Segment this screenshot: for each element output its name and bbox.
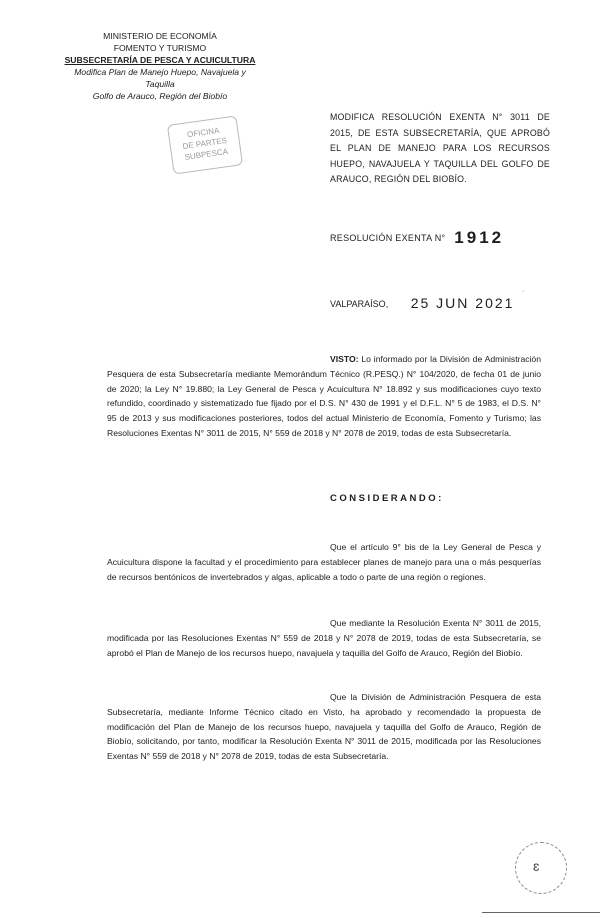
considerando-paragraph-3 bbox=[107, 690, 541, 764]
handwritten-initial: ɛ bbox=[533, 858, 540, 874]
considerando-heading: CONSIDERANDO: bbox=[330, 493, 444, 504]
visto-paragraph bbox=[107, 352, 541, 441]
resolution-title: MODIFICA RESOLUCIÓN EXENTA N° 3011 DE 2015, DE ESTA SUBSECRETARÍA, QUE APROBÓ EL PLAN DE MANEJO PARA LOS RECURSOS HUEPO, NAVAJUELA Y TAQUILLA DEL GOLFO DE ARAUCO, REGIÓN DEL BIOBÍO. bbox=[330, 112, 550, 184]
ministry-subname: FOMENTO Y TURISMO bbox=[113, 43, 207, 53]
paragraph-text: Que mediante la Resolución Exenta N° 3011 de 2015, modificada por las Resoluciones Exentas N° 559 de 2018 y N° 2078 de 2019, todas de esta Subsecretaría, se aprobó el Plan de Manejo de los recursos huepo, navajuela y taquilla del Golfo de Arauco, Región del Biobío. bbox=[107, 618, 541, 658]
resolution-number: 1912 bbox=[454, 228, 505, 247]
considerando-paragraph-2 bbox=[107, 616, 541, 660]
stamp-line: SUBPESCA bbox=[184, 146, 229, 162]
office-stamp bbox=[167, 115, 243, 174]
ministry-name: MINISTERIO DE ECONOMÍA bbox=[103, 31, 217, 41]
header-subject-line-2: Golfo de Arauco, Región del Biobío bbox=[92, 91, 228, 101]
resolution-number-line bbox=[330, 228, 504, 248]
resolution-label: RESOLUCIÓN EXENTA N° bbox=[330, 233, 446, 243]
initials-seal bbox=[515, 842, 567, 894]
stamp-line: OFICINA bbox=[186, 125, 220, 140]
paragraph-text: Que la División de Administración Pesquera de esta Subsecretaría, mediante Informe Técnico citado en Visto, ha aprobado y recomendado la propuesta de modificación del Plan de Manejo de los recursos huepo, navajuela y taquilla del Golfo de Arauco, Región de Biobío, solicitando, por tanto, modificar la Resolución Exenta N° 3011 de 2015, modificada por las Resoluciones Exentas N° 559 de 2018 y N° 2078 de 2019, todas de esta Subsecretaría. bbox=[107, 692, 541, 762]
stamp-line: DE PARTES bbox=[182, 135, 228, 152]
subsecretariat-name: SUBSECRETARÍA DE PESCA Y ACUICULTURA bbox=[64, 55, 256, 65]
date-stamp: 25 JUN 2021 bbox=[410, 295, 515, 311]
header-subject-line-1: Modifica Plan de Manejo Huepo, Navajuela y Taquilla bbox=[74, 67, 246, 89]
bottom-rule bbox=[482, 912, 600, 913]
considerando-paragraph-1 bbox=[107, 540, 541, 584]
city: VALPARAÍSO, bbox=[330, 299, 389, 309]
visto-heading: VISTO: bbox=[330, 354, 359, 364]
visto-text: Lo informado por la División de Administración Pesquera de esta Subsecretaría mediante Memorándum Técnico (R.PESQ.) N° 104/2020, de fecha 01 de junio de 2020; la Ley N° 19.880; la Ley General de Pesca y Acuicultura N° 18.892 y sus modificaciones cuyo texto refundido, coordinado y sistematizado fue fijado por el D.S. N° 430 de 1991 y el D.F.L. N° 5 de 1983, el D.S. N° 95 de 2013 y sus modificaciones posteriores, todos del actual Ministerio de Economía, Fomento y Turismo; las Resoluciones Exentas N° 3011 de 2015, N° 559 de 2018 y N° 2078 de 2019, todas de esta Subsecretaría. bbox=[107, 354, 541, 438]
letterhead bbox=[60, 30, 260, 102]
margin-mark: · bbox=[522, 288, 525, 295]
paragraph-text: Que el artículo 9° bis de la Ley General de Pesca y Acuicultura dispone la facultad y el procedimiento para establecer planes de manejo para una o más pesquerías de recursos bentónicos de invertebrados y algas, aplicable a todo o parte de una región o regiones. bbox=[107, 542, 541, 582]
place-date-line bbox=[330, 295, 514, 311]
